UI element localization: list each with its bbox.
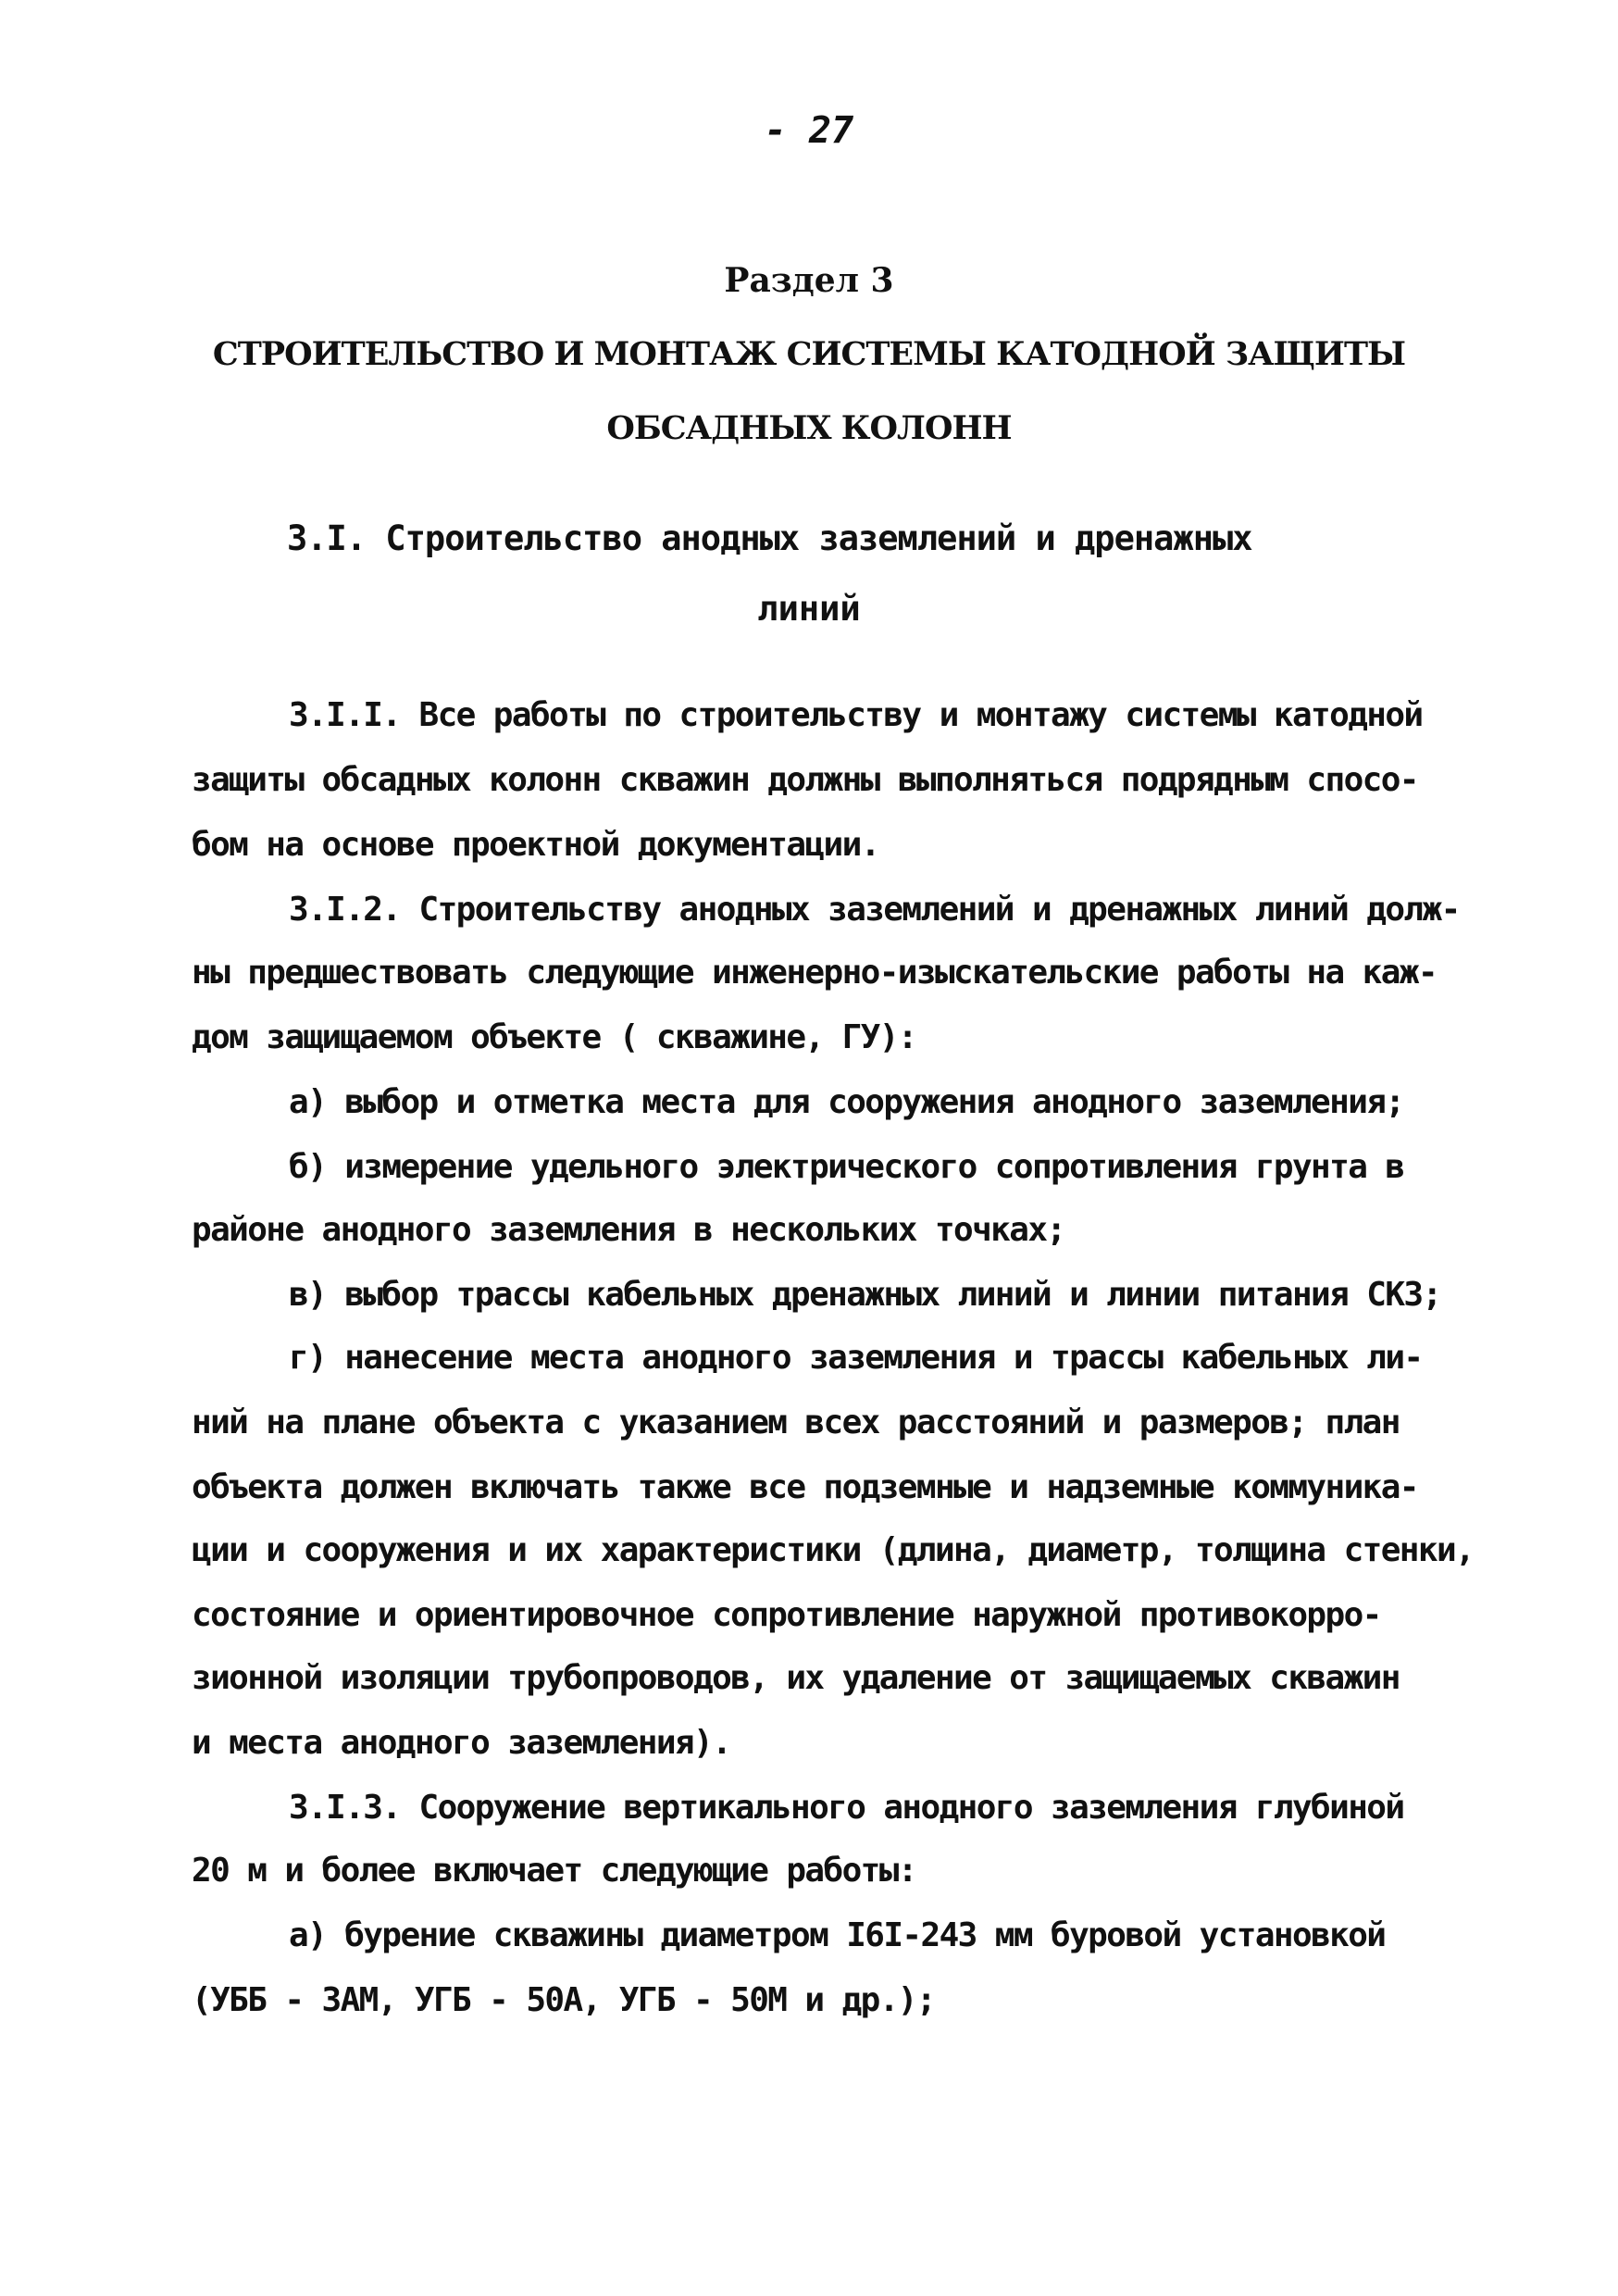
list-item-c: в) выбор трассы кабельных дренажных линий и линии питания СКЗ; (289, 1276, 1441, 1314)
paragraph-3-1-3-line: 3.I.3. Сооружение вертикального анодного заземления глубиной (289, 1789, 1404, 1827)
paragraph-3-1-1-line: защиты обсадных колонн скважин должны выполняться подрядным спосо- (192, 761, 1418, 799)
paragraph-3-1-2-line: ны предшествовать следующие инженерно-изыскательские работы на каж- (192, 954, 1437, 992)
section-title-line-1: СТРОИТЕЛЬСТВО И МОНТАЖ СИСТЕМЫ КАТОДНОЙ ЗАЩИТЫ (212, 335, 1406, 373)
paragraph-3-1-3-line: 20 м и более включает следующие работы: (192, 1852, 916, 1890)
list-item-a-continued: (УББ - ЗАМ, УГБ - 50А, УГБ - 50М и др.); (192, 1981, 935, 2019)
paragraph-3-1-2-line: дом защищаемом объекте ( скважине, ГУ): (192, 1018, 916, 1056)
list-item-d-continued: ции и сооружения и их характеристики (длина, диаметр, толщина стенки, (192, 1531, 1475, 1569)
list-item-d-continued: зионной изоляции трубопроводов, их удаление от защищаемых скважин (192, 1659, 1400, 1697)
list-item-b: б) измерение удельного электрического сопротивления грунта в (289, 1148, 1404, 1186)
list-item-d-continued: и места анодного заземления). (192, 1724, 731, 1762)
list-item-a: а) бурение скважины диаметром I6I-243 мм буровой установкой (289, 1916, 1386, 1954)
paragraph-3-1-1-line: 3.I.I. Все работы по строительству и монтажу системы катодной (289, 696, 1423, 734)
page-number: - 27 (764, 109, 854, 152)
list-item-d: г) нанесение места анодного заземления и трассы кабельных ли- (289, 1339, 1423, 1377)
paragraph-3-1-1-line: бом на основе проектной документации. (192, 826, 879, 864)
subsection-heading-line-2: линий (757, 589, 861, 629)
section-label: Раздел 3 (724, 261, 894, 300)
paragraph-3-1-2-line: 3.I.2. Строительству анодных заземлений и дренажных линий долж- (289, 891, 1460, 929)
subsection-heading-line-1: 3.I. Строительство анодных заземлений и дренажных (287, 518, 1252, 558)
list-item-d-continued: объекта должен включать также все подземные и надземные коммуника- (192, 1468, 1418, 1506)
list-item-b-continued: районе анодного заземления в нескольких точках; (192, 1211, 1065, 1249)
list-item-d-continued: ний на плане объекта с указанием всех расстояний и размеров; план (192, 1404, 1400, 1441)
list-item-a: а) выбор и отметка места для сооружения анодного заземления; (289, 1083, 1404, 1121)
list-item-d-continued: состояние и ориентировочное сопротивление наружной противокорро- (192, 1596, 1381, 1634)
section-title-line-2: ОБСАДНЫХ КОЛОНН (606, 409, 1012, 447)
